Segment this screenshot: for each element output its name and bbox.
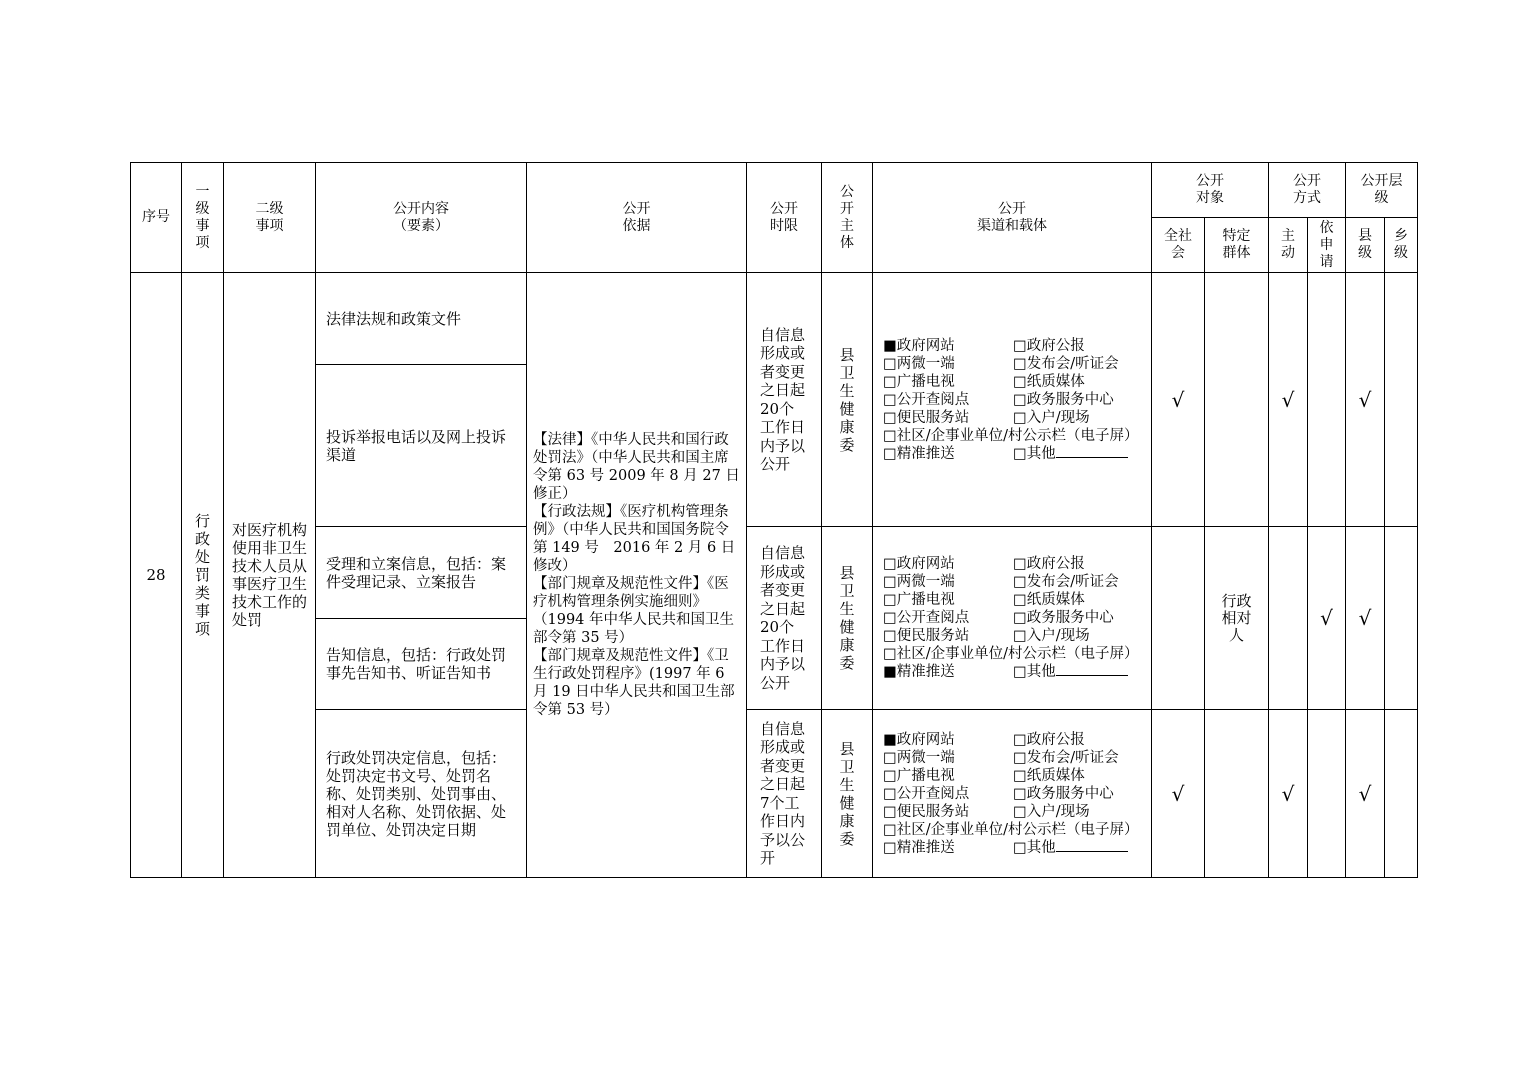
header-level1: 一级事项	[182, 163, 224, 273]
cell-level2: 对医疗机构使用非卫生技术人员从事医疗卫生技术工作的处罚	[224, 273, 316, 878]
mark-active	[1269, 527, 1308, 710]
cell-channels	[873, 710, 1152, 878]
channel-option: □公开查阅点	[883, 610, 970, 626]
content-item: 行政处罚决定信息，包括：处罚决定书文号、处罚名称、处罚类别、处罚事由、相对人名称、处罚依据、处罚单位、处罚决定日期	[316, 710, 527, 878]
header-method-active: 主动	[1269, 218, 1308, 273]
content-item: 受理和立案信息，包括：案件受理记录、立案报告	[316, 527, 527, 619]
channel-option: □纸质媒体	[1013, 373, 1085, 390]
mark-active: √	[1269, 273, 1308, 527]
cell-level1: 行政处罚类事项	[182, 273, 224, 878]
channel-option: □政府公报	[1013, 731, 1085, 748]
mark-town	[1385, 273, 1418, 527]
mark-county: √	[1346, 273, 1385, 527]
channel-option: □其他	[1013, 664, 1056, 680]
channel-option: □便民服务站	[883, 628, 970, 644]
header-seq: 序号	[131, 163, 182, 273]
mark-target-special	[1205, 273, 1269, 527]
channel-option: □两微一端	[883, 574, 955, 590]
channel-option: ■精准推送	[883, 664, 955, 680]
mark-request	[1308, 273, 1346, 527]
mark-county: √	[1346, 527, 1385, 710]
header-method: 公开 方式	[1269, 163, 1346, 218]
cell-channels	[873, 527, 1152, 710]
channel-option: □政务服务中心	[1013, 785, 1114, 802]
cell-time: 自信息形成或者变更之日起20个工作日内予以公开	[747, 273, 822, 527]
channel-option: □两微一端	[883, 355, 955, 372]
header-level-town: 乡级	[1385, 218, 1418, 273]
channel-option: □精准推送	[883, 445, 955, 462]
basis-entry: 【法律】《中华人民共和国行政处罚法》（中华人民共和国主席令第 63 号 2009 年 8 月 27 日修正）	[533, 432, 740, 502]
channel-option: □公开查阅点	[883, 391, 970, 408]
mark-target-all	[1152, 527, 1205, 710]
mark-town	[1385, 527, 1418, 710]
mark-town	[1385, 710, 1418, 878]
channel-option: □其他	[1013, 445, 1056, 462]
header-level: 公开层级	[1346, 163, 1418, 218]
channel-option: □社区/企事业单位/村公示栏（电子屏）	[883, 646, 1139, 662]
basis-entry: 【行政法规】《医疗机构管理条例》（中华人民共和国国务院令第 149 号 2016 年 2 月 6 日修改）	[533, 504, 736, 574]
mark-active: √	[1269, 710, 1308, 878]
other-blank-line	[1056, 839, 1128, 852]
cell-time: 自信息形成或者变更之日起7个工作日内予以公开	[747, 710, 822, 878]
channel-option: □社区/企事业单位/村公示栏（电子屏）	[883, 821, 1139, 838]
cell-basis	[527, 273, 747, 878]
channel-option: □社区/企事业单位/村公示栏（电子屏）	[883, 427, 1139, 444]
content-item: 告知信息，包括：行政处罚事先告知书、听证告知书	[316, 619, 527, 710]
channel-option: □发布会/听证会	[1013, 574, 1119, 590]
header-target-all: 全社会	[1152, 218, 1205, 273]
channel-option: □政府公报	[1013, 337, 1085, 354]
mark-target-all: √	[1152, 273, 1205, 527]
channel-option: □纸质媒体	[1013, 592, 1085, 608]
cell-subject: 县卫生健康委	[822, 710, 873, 878]
header-basis: 公开 依据	[527, 163, 747, 273]
header-time: 公开 时限	[747, 163, 822, 273]
header-level2: 二级 事项	[224, 163, 316, 273]
header-channel: 公开 渠道和载体	[873, 163, 1152, 273]
header-subject: 公开主体	[822, 163, 873, 273]
channel-option: □政务服务中心	[1013, 610, 1114, 626]
mark-target-special	[1205, 710, 1269, 878]
other-blank-line	[1056, 445, 1128, 458]
header-content: 公开内容 （要素）	[316, 163, 527, 273]
channel-option: □发布会/听证会	[1013, 355, 1119, 372]
channel-option: □便民服务站	[883, 803, 970, 820]
header-method-request: 依申请	[1308, 218, 1346, 273]
cell-subject: 县卫生健康委	[822, 527, 873, 710]
channel-option: ■政府网站	[883, 337, 955, 354]
channel-option: □便民服务站	[883, 409, 970, 426]
channel-option: □公开查阅点	[883, 785, 970, 802]
channel-option: □入户/现场	[1013, 803, 1090, 820]
cell-seq: 28	[131, 273, 182, 878]
header-target: 公开 对象	[1152, 163, 1269, 218]
channel-option: ■政府网站	[883, 731, 955, 748]
other-blank-line	[1056, 663, 1128, 676]
basis-entry: 【部门规章及规范性文件】《医疗机构管理条例实施细则》（1994 年中华人民共和国卫生部令第 35 号）	[533, 576, 735, 646]
header-target-special: 特定 群体	[1205, 218, 1269, 273]
basis-entry: 【部门规章及规范性文件】《卫生行政处罚程序》(1997 年 6 月 19 日中华人民共和国卫生部令第 53 号）	[533, 648, 735, 718]
channel-option: □入户/现场	[1013, 409, 1090, 426]
cell-subject: 县卫生健康委	[822, 273, 873, 527]
cell-time: 自信息形成或者变更之日起20个工作日内予以公开	[747, 527, 822, 710]
channel-option: □政府公报	[1013, 556, 1085, 572]
channel-option: □发布会/听证会	[1013, 749, 1119, 766]
mark-target-all: √	[1152, 710, 1205, 878]
content-item: 投诉举报电话以及网上投诉渠道	[316, 365, 527, 527]
mark-target-special: 行政相对人	[1205, 527, 1269, 710]
header-level-county: 县级	[1346, 218, 1385, 273]
channel-option: □纸质媒体	[1013, 767, 1085, 784]
channel-option: □两微一端	[883, 749, 955, 766]
channel-option: □精准推送	[883, 839, 955, 856]
channel-option: □政务服务中心	[1013, 391, 1114, 408]
channel-option: □广播电视	[883, 767, 955, 784]
mark-request	[1308, 710, 1346, 878]
mark-county: √	[1346, 710, 1385, 878]
channel-option: □广播电视	[883, 592, 955, 608]
channel-option: □其他	[1013, 839, 1056, 856]
mark-request: √	[1308, 527, 1346, 710]
disclosure-table	[130, 162, 1418, 878]
channel-option: □广播电视	[883, 373, 955, 390]
channel-option: □入户/现场	[1013, 628, 1090, 644]
cell-channels	[873, 273, 1152, 527]
channel-option: □政府网站	[883, 556, 955, 572]
content-item: 法律法规和政策文件	[316, 273, 527, 365]
